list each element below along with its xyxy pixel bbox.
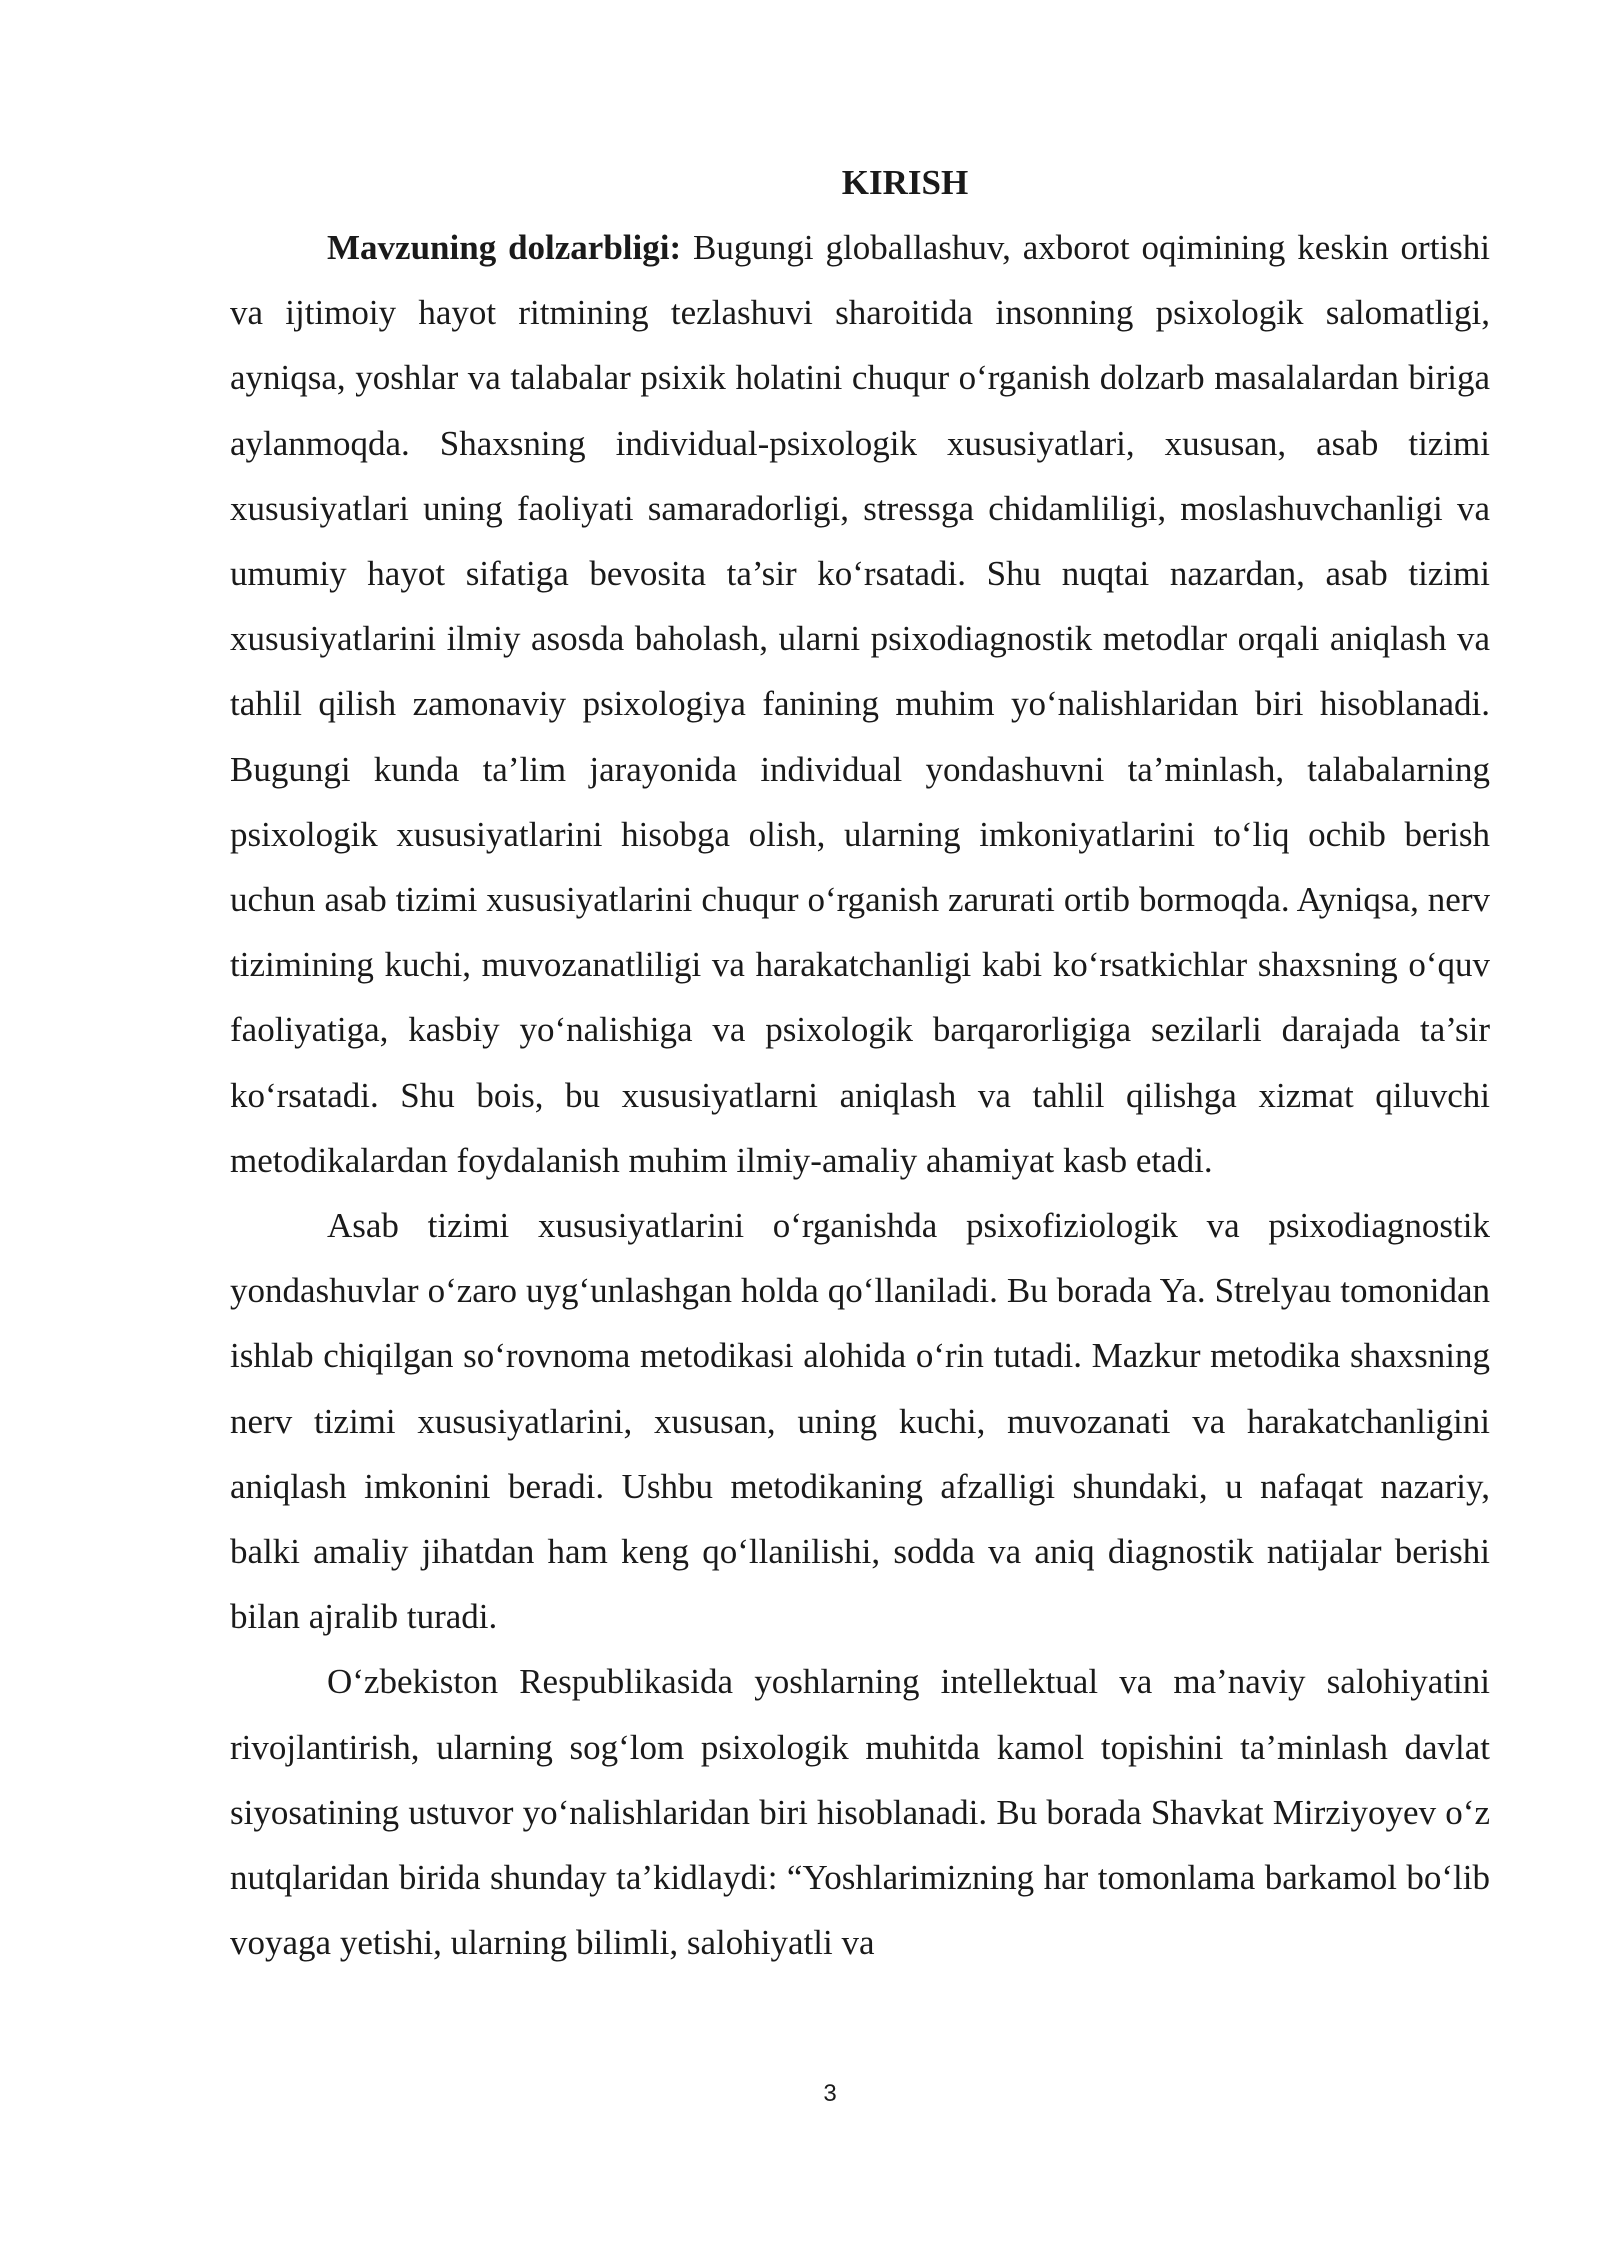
paragraph-text: Asab tizimi xususiyatlarini o‘rganishda psixofiziologik va psixodiagnostik yondashuvlar o‘zaro uyg‘unlashgan holda qo‘llaniladi. Bu borada Ya. Strelyau tomonidan ishlab chiqilgan so‘rovnoma metodikasi alohida o‘rin tutadi. Mazkur metodika shaxsning nerv tizimi xususiyatlarini, xususan, uning kuchi, muvozanati va harakatchanligini aniqlash imkonini beradi. Ushbu metodikaning afzalligi shundaki, u nafaqat nazariy, balki amaliy jihatdan ham keng qo‘llanilishi, sodda va aniq diagnostik natijalar berishi bilan ajralib turadi. xyxy=(230,1206,1490,1637)
paragraph-methods xyxy=(230,1193,1490,1649)
paragraph-text: Bugungi globallashuv, axborot oqimining keskin ortishi va ijtimoiy hayot ritmining tezlashuvi sharoitida insonning psixologik salomatligi, ayniqsa, yoshlar va talabalar psixik holatini chuqur o‘rganish dolzarb masalalardan biriga aylanmoqda. Shaxsning individual-psixologik xususiyatlari, xususan, asab tizimi xususiyatlari uning faoliyati samaradorligi, stressga chidamliligi, moslashuvchanligi va umumiy hayot sifatiga bevosita ta’sir ko‘rsatadi. Shu nuqtai nazardan, asab tizimi xususiyatlarini ilmiy asosda baholash, ularni psixodiagnostik metodlar orqali aniqlash va tahlil qilish zamonaviy psixologiya fanining muhim yo‘nalishlaridan biri hisoblanadi. Bugungi kunda ta’lim jarayonida individual yondashuvni ta’minlash, talabalarning psixologik xususiyatlarini hisobga olish, ularning imkoniyatlarini to‘liq ochib berish uchun asab tizimi xususiyatlarini chuqur o‘rganish zarurati ortib bormoqda. Ayniqsa, nerv tizimining kuchi, muvozanatliligi va harakatchanligi kabi ko‘rsatkichlar shaxsning o‘quv faoliyatiga, kasbiy yo‘nalishiga va psixologik barqarorligiga sezilarli darajada ta’sir ko‘rsatadi. Shu bois, bu xususiyatlarni aniqlash va tahlil qilishga xizmat qiluvchi metodikalardan foydalanish muhim ilmiy-amaliy ahamiyat kasb etadi. xyxy=(230,228,1491,1180)
paragraph-text: O‘zbekiston Respublikasida yoshlarning intellektual va ma’naviy salohiyatini rivojlantirish, ularning sog‘lom psixologik muhitda kamol topishini ta’minlash davlat siyosatining ustuvor yo‘nalishlaridan biri hisoblanadi. Bu borada Shavkat Mirziyoyev o‘z nutqlaridan birida shunday ta’kidlaydi: “Yoshlarimizning har tomonlama barkamol bo‘lib voyaga yetishi, ularning bilimli, salohiyatli va xyxy=(230,1662,1490,1963)
page-content xyxy=(230,150,1490,1975)
paragraph-relevance xyxy=(230,215,1490,1193)
page-number: 3 xyxy=(823,2080,837,2107)
paragraph-lead: Mavzuning dolzarbligi: xyxy=(327,228,682,267)
section-heading: KIRISH xyxy=(841,163,969,202)
paragraph-policy xyxy=(230,1649,1490,1975)
